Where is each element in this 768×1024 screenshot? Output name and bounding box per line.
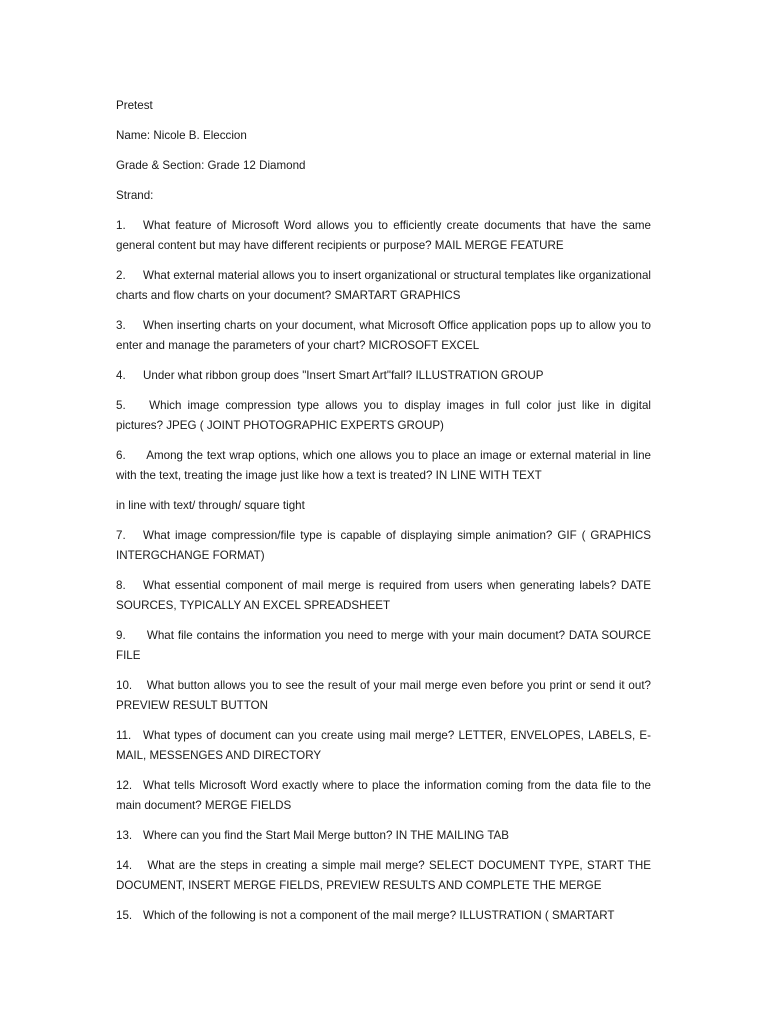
question-number: 13. <box>116 829 133 842</box>
strand-line: Strand: <box>116 189 154 202</box>
question-text: What file contains the information you need to merge with your main document? DATA SOURCE FILE <box>116 629 651 662</box>
grade-section-line: Grade & Section: Grade 12 Diamond <box>116 159 306 172</box>
question-text: Under what ribbon group does "Insert Smart Art"fall? ILLUSTRATION GROUP <box>143 369 544 382</box>
question-number: 5. <box>116 399 126 412</box>
question-number: 10. <box>116 679 133 692</box>
question-item-13 <box>116 826 651 846</box>
question-text: What external material allows you to insert organizational or structural templates like organizational charts and flow charts on your document? SMARTART GRAPHICS <box>116 269 651 302</box>
question-item-3 <box>116 316 651 356</box>
question-item-4 <box>116 366 651 386</box>
note-line: in line with text/ through/ square tight <box>116 499 305 512</box>
question-number: 9. <box>116 629 126 642</box>
question-number: 4. <box>116 369 126 382</box>
question-text: Among the text wrap options, which one allows you to place an image or external material in line with the text, treating the image just like how a text is treated? IN LINE WITH TEXT <box>116 449 651 482</box>
question-item-7 <box>116 526 651 566</box>
question-text: Which image compression type allows you to display images in full color just like in digital pictures? JPEG ( JOINT PHOTOGRAPHIC EXPERTS GROUP) <box>116 399 651 432</box>
question-item-9 <box>116 626 651 666</box>
question-item-15 <box>116 906 651 926</box>
question-number: 7. <box>116 529 126 542</box>
question-number: 3. <box>116 319 126 332</box>
question-item-8 <box>116 576 651 616</box>
question-item-5 <box>116 396 651 436</box>
question-item-11 <box>116 726 651 766</box>
question-text: What tells Microsoft Word exactly where to place the information coming from the data file to the main document? MERGE FIELDS <box>116 779 651 812</box>
question-number: 11. <box>116 729 132 742</box>
question-text: What types of document can you create using mail merge? LETTER, ENVELOPES, LABELS, E-MAIL, MESSENGES AND DIRECTORY <box>116 729 651 762</box>
question-number: 6. <box>116 449 126 462</box>
question-text: What essential component of mail merge is required from users when generating labels? DATE SOURCES, TYPICALLY AN EXCEL SPREADSHEET <box>116 579 651 612</box>
question-item-10 <box>116 676 651 716</box>
question-text: Which of the following is not a component of the mail merge? ILLUSTRATION ( SMARTART <box>143 909 615 922</box>
question-number: 2. <box>116 269 126 282</box>
question-item-14 <box>116 856 651 896</box>
question-text: What are the steps in creating a simple mail merge? SELECT DOCUMENT TYPE, START THE DOCUMENT, INSERT MERGE FIELDS, PREVIEW RESULTS AND COMPLETE THE MERGE <box>116 859 651 892</box>
question-text: What feature of Microsoft Word allows you to efficiently create documents that have the same general content but may have different recipients or purpose? MAIL MERGE FEATURE <box>116 219 651 252</box>
question-item-6 <box>116 446 651 486</box>
question-item-1 <box>116 216 651 256</box>
question-number: 8. <box>116 579 126 592</box>
question-item-12 <box>116 776 651 816</box>
question-item-2 <box>116 266 651 306</box>
document-title: Pretest <box>116 99 153 112</box>
question-number: 14. <box>116 859 133 872</box>
question-text: What image compression/file type is capable of displaying simple animation? GIF ( GRAPHICS INTERGCHANGE FORMAT) <box>116 529 651 562</box>
question-text: When inserting charts on your document, what Microsoft Office application pops up to allow you to enter and manage the parameters of your chart? MICROSOFT EXCEL <box>116 319 651 352</box>
question-text: What button allows you to see the result of your mail merge even before you print or send it out? PREVIEW RESULT BUTTON <box>116 679 651 712</box>
name-line: Name: Nicole B. Eleccion <box>116 129 247 142</box>
question-number: 1. <box>116 219 126 232</box>
question-number: 12. <box>116 779 133 792</box>
question-number: 15. <box>116 909 133 922</box>
document-page <box>116 96 651 936</box>
question-text: Where can you find the Start Mail Merge button? IN THE MAILING TAB <box>143 829 510 842</box>
